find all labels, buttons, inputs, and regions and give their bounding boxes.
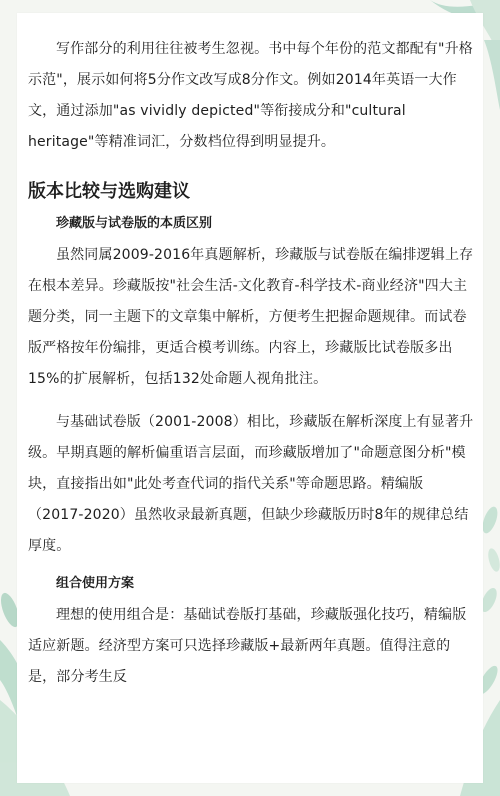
body-paragraph: 虽然同属2009-2016年真题解析，珍藏版与试卷版在编排逻辑上存在根本差异。珍藏版按"社会生活-文化教育-科学技术-商业经济"四大主题分类，同一主题下的文章集中解析，方便考生把握命题规律。而试卷版严格按年份编排，更适合模考训练。内容上，珍藏版比试卷版多出15%的扩展解析，包括132处命题人视角批注。 [28,247,474,387]
body-paragraph: 理想的使用组合是：基础试卷版打基础，珍藏版强化技巧，精编版适应新题。经济型方案可只选择珍藏版+最新两年真题。值得注意的是，部分考生反 [28,607,467,685]
subsection-heading: 珍藏版与试卷版的本质区别 [56,216,213,231]
document-content [28,34,474,693]
intro-paragraph: 写作部分的利用往往被考生忽视。书中每个年份的范文都配有"升格示范"，展示如何将5分作文改写成8分作文。例如2014年英语一大作文，通过添加"as vividly depicted"等衔接成分和"cultural heritage"等精准词汇，分数档位得到明显提升。 [28,41,473,150]
section-heading: 版本比较与选购建议 [28,181,190,202]
subsection-heading: 组合使用方案 [56,576,135,591]
body-paragraph: 与基础试卷版（2001-2008）相比，珍藏版在解析深度上有显著升级。早期真题的解析偏重语言层面，而珍藏版增加了"命题意图分析"模块，直接指出如"此处考查代词的指代关系"等命题思路。精编版（2017-2020）虽然收录最新真题，但缺少珍藏版历时8年的规律总结厚度。 [28,414,474,554]
